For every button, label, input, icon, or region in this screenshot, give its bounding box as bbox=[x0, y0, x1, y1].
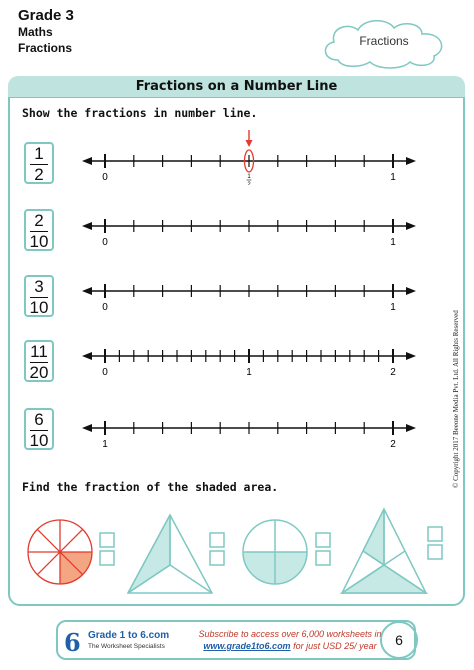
answer-boxes-icon bbox=[316, 533, 330, 565]
tick-label-end: 1 bbox=[390, 172, 396, 183]
fraction-numerator: 11 bbox=[30, 342, 48, 361]
marked-label-denominator: 2 bbox=[247, 182, 251, 185]
marked-label-numerator: 1 bbox=[247, 174, 251, 180]
grade-label: Grade 3 bbox=[18, 7, 74, 24]
site-footer bbox=[56, 620, 416, 660]
number-line bbox=[80, 145, 420, 185]
tick-label-end: 1 bbox=[390, 302, 396, 313]
fraction-box bbox=[24, 275, 54, 317]
brand-name: Grade 1 to 6.com bbox=[88, 630, 170, 641]
arrow-left-icon bbox=[82, 287, 92, 295]
number-line bbox=[80, 210, 420, 250]
brand-logo-icon: 6 bbox=[64, 628, 81, 657]
tick-label-start: 1 bbox=[102, 439, 108, 450]
fraction-denominator: 20 bbox=[29, 363, 49, 382]
tick-label-end: 2 bbox=[390, 367, 396, 378]
arrow-right-icon bbox=[406, 157, 416, 165]
tick-label-start: 0 bbox=[102, 302, 108, 313]
answer-boxes-icon bbox=[210, 533, 224, 565]
arrow-left-icon bbox=[82, 222, 92, 230]
arrow-left-icon bbox=[82, 157, 92, 165]
number-line bbox=[80, 275, 420, 315]
pointer-arrow-head bbox=[246, 140, 253, 147]
answer-boxes-icon bbox=[100, 533, 114, 565]
fraction-denominator: 10 bbox=[29, 431, 49, 450]
promo-price: for just USD 25/ year bbox=[290, 641, 377, 651]
promo-text: Subscribe to access over 6,000 worksheets in bbox=[198, 629, 382, 639]
arrow-left-icon bbox=[82, 424, 92, 432]
arrow-right-icon bbox=[406, 287, 416, 295]
arrow-right-icon bbox=[406, 352, 416, 360]
fraction-denominator: 10 bbox=[29, 298, 49, 317]
tick-label-start: 0 bbox=[102, 237, 108, 248]
instruction-number-line: Show the fractions in number line. bbox=[22, 106, 258, 120]
circle-quarters-icon bbox=[243, 520, 307, 584]
fraction-box bbox=[24, 142, 54, 184]
fraction-denominator: 10 bbox=[29, 232, 49, 251]
circle-eighths-icon bbox=[28, 520, 92, 584]
fraction-box bbox=[24, 209, 54, 251]
fraction-numerator: 6 bbox=[34, 410, 44, 429]
fraction-box bbox=[24, 340, 54, 382]
tick-label-end: 1 bbox=[390, 237, 396, 248]
fraction-box bbox=[24, 408, 54, 450]
tick-label-start: 0 bbox=[102, 172, 108, 183]
pointer-arrow-icon bbox=[80, 128, 420, 148]
number-line bbox=[80, 412, 420, 452]
cloud-badge-label: Fractions bbox=[359, 34, 409, 48]
topic-label: Fractions bbox=[18, 41, 73, 55]
instruction-shaded-area: Find the fraction of the shaded area. bbox=[22, 480, 279, 494]
fraction-numerator: 3 bbox=[34, 277, 44, 296]
page-number: 6 bbox=[380, 621, 418, 659]
arrow-left-icon bbox=[82, 352, 92, 360]
fraction-numerator: 2 bbox=[34, 211, 44, 230]
fraction-numerator: 1 bbox=[34, 144, 44, 163]
subject-label: Maths bbox=[18, 25, 53, 39]
answer-boxes-icon bbox=[428, 527, 442, 559]
arrow-right-icon bbox=[406, 424, 416, 432]
website-link[interactable]: www.grade1to6.com bbox=[203, 641, 291, 651]
tick-label-end: 2 bbox=[390, 439, 396, 450]
shaded-shapes bbox=[22, 505, 452, 600]
copyright-notice: © Copyright 2017 Beeone Media Pvt. Ltd. All Rights Reserved bbox=[452, 310, 460, 488]
arrow-right-icon bbox=[406, 222, 416, 230]
tick-label-start: 0 bbox=[102, 367, 108, 378]
number-line bbox=[80, 340, 420, 380]
fraction-denominator: 2 bbox=[34, 165, 44, 184]
worksheet-title: Fractions on a Number Line bbox=[8, 76, 465, 98]
triangle-quarters-icon bbox=[342, 509, 426, 593]
brand-tagline: The Worksheet Specialists bbox=[88, 643, 165, 650]
worksheet-header bbox=[18, 8, 74, 56]
triangle-thirds-icon bbox=[128, 515, 212, 593]
subscribe-promo bbox=[170, 628, 410, 652]
tick-label-mid: 1 bbox=[246, 367, 252, 378]
